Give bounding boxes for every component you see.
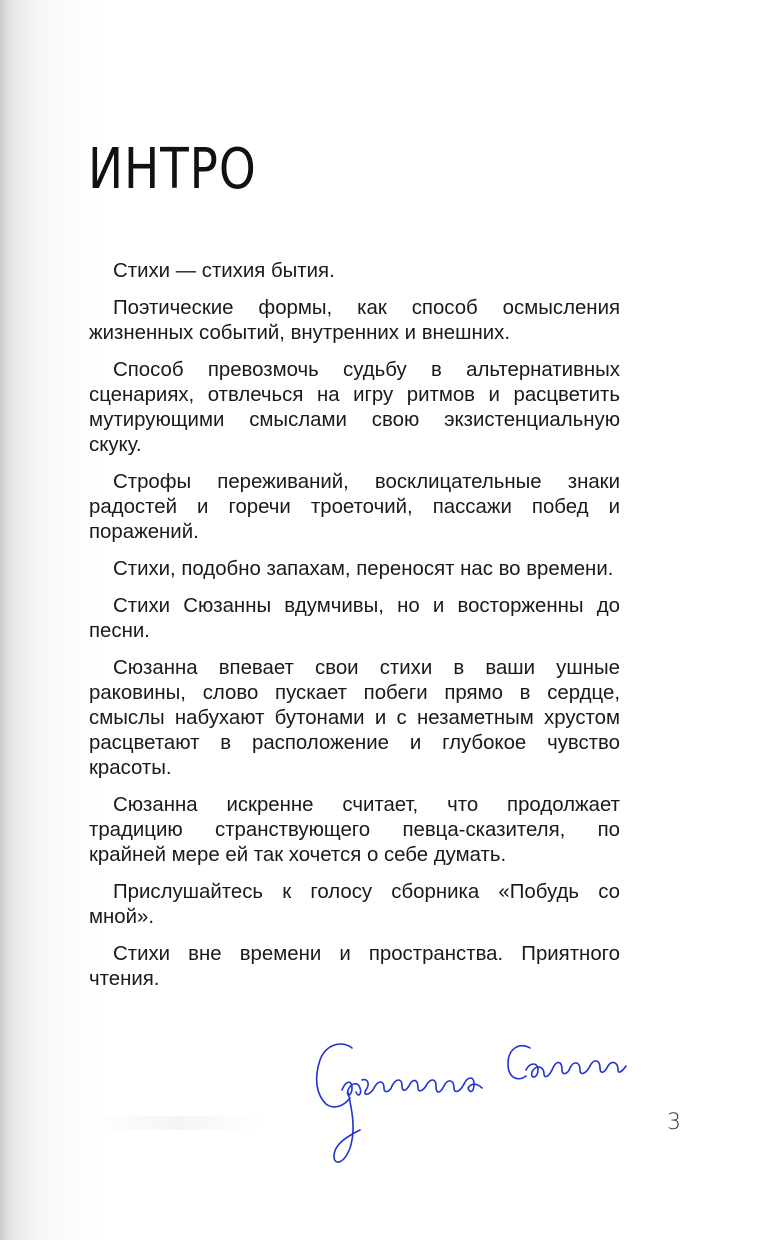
paragraph: Строфы переживаний, восклицательные знаки радостей и горечи троеточий, пассажи побед и поражений. [89,471,620,543]
paragraph: Сюзанна искренне считает, что продолжает традицию странствующего певца-сказителя, по крайней мере ей так хочется о себе думать. [89,794,620,866]
paragraph: Прислушайтесь к голосу сборника «Побудь со мной». [89,881,620,928]
paragraph: Стихи, подобно запахам, переносят нас во времени. [113,558,614,580]
paragraph: Поэтические формы, как способ осмысления жизненных событий, внутренних и внешних. [89,297,620,344]
body-text [89,259,620,1004]
paragraph: Стихи Сюзанны вдумчивы, но и восторженны до песни. [89,595,620,642]
handwritten-signature [312,1030,632,1190]
paragraph: Стихи — стихия бытия. [113,260,335,282]
page-title: ИНТРО [88,137,257,202]
paragraph: Сюзанна впевает свои стихи в ваши ушные раковины, слово пускает побеги прямо в сердце, смыслы набухают бутонами и с незаметным хрустом расцветают в расположение и глубокое чувство красоты. [89,657,620,779]
faint-scan-mark [92,1116,262,1130]
paragraph: Способ превозмочь судьбу в альтернативных сценариях, отвлечься на игру ритмов и расцветить мутирующими смыслами свою экзистенциальную скуку. [89,359,620,456]
page-number: 3 [667,1110,681,1135]
paragraph: Стихи вне времени и пространства. Приятного чтения. [89,943,620,990]
